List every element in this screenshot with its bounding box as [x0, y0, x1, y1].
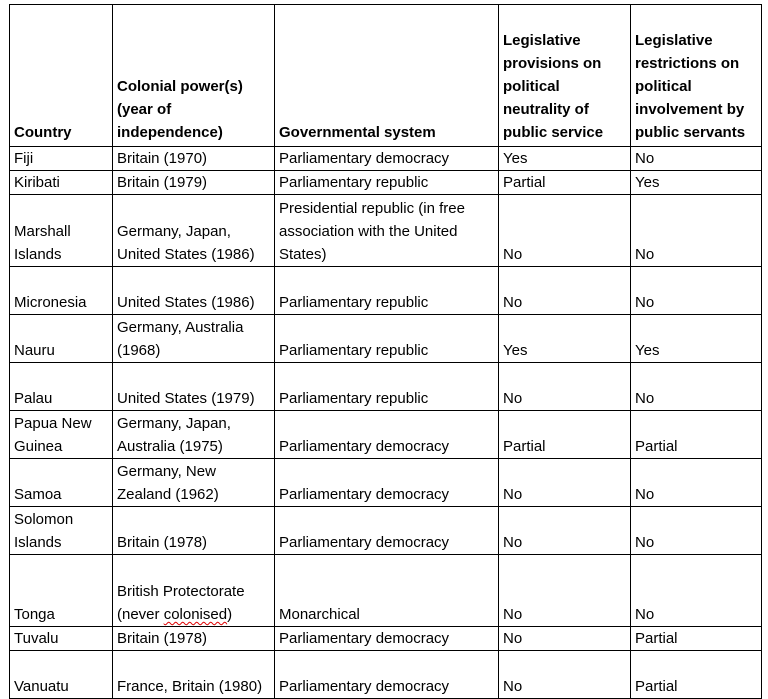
cell-neutrality: No	[499, 459, 631, 507]
cell-government: Presidential republic (in free association with the United States)	[275, 195, 499, 267]
cell-neutrality: No	[499, 363, 631, 411]
cell-government: Parliamentary republic	[275, 171, 499, 195]
cell-country: Fiji	[10, 147, 113, 171]
cell-neutrality: No	[499, 267, 631, 315]
cell-restrictions: No	[631, 267, 762, 315]
cell-country: Tuvalu	[10, 627, 113, 651]
table-row	[10, 651, 762, 699]
cell-neutrality: No	[499, 555, 631, 627]
cell-government: Parliamentary republic	[275, 315, 499, 363]
spellcheck-squiggle: colonised	[163, 606, 228, 623]
header-political-restrictions: Legislative restrictions on political involvement by public servants	[631, 5, 762, 147]
cell-colonial: United States (1979)	[113, 363, 275, 411]
cell-restrictions: Partial	[631, 651, 762, 699]
cell-country: Papua New Guinea	[10, 411, 113, 459]
cell-restrictions: Partial	[631, 627, 762, 651]
table-row	[10, 267, 762, 315]
cell-colonial: Britain (1970)	[113, 147, 275, 171]
table-row	[10, 363, 762, 411]
cell-neutrality: No	[499, 195, 631, 267]
table-row	[10, 195, 762, 267]
cell-restrictions: No	[631, 555, 762, 627]
cell-neutrality: No	[499, 627, 631, 651]
cell-country: Palau	[10, 363, 113, 411]
cell-country: Vanuatu	[10, 651, 113, 699]
cell-restrictions: Yes	[631, 315, 762, 363]
cell-country: Tonga	[10, 555, 113, 627]
cell-country: Samoa	[10, 459, 113, 507]
cell-colonial: Germany, Japan, Australia (1975)	[113, 411, 275, 459]
table-row	[10, 315, 762, 363]
cell-government: Parliamentary democracy	[275, 147, 499, 171]
cell-government: Parliamentary republic	[275, 363, 499, 411]
cell-country: Kiribati	[10, 171, 113, 195]
header-colonial-power: Colonial power(s) (year of independence)	[113, 5, 275, 147]
cell-government: Parliamentary republic	[275, 267, 499, 315]
cell-restrictions: No	[631, 507, 762, 555]
cell-neutrality: Yes	[499, 147, 631, 171]
cell-country: Solomon Islands	[10, 507, 113, 555]
cell-government: Parliamentary democracy	[275, 651, 499, 699]
cell-neutrality: Partial	[499, 411, 631, 459]
cell-colonial	[113, 555, 275, 627]
cell-restrictions: No	[631, 459, 762, 507]
cell-government: Monarchical	[275, 555, 499, 627]
cell-government: Parliamentary democracy	[275, 507, 499, 555]
cell-colonial: Britain (1979)	[113, 171, 275, 195]
table-row	[10, 147, 762, 171]
cell-government: Parliamentary democracy	[275, 459, 499, 507]
header-governmental-system: Governmental system	[275, 5, 499, 147]
cell-country: Nauru	[10, 315, 113, 363]
cell-neutrality: No	[499, 651, 631, 699]
cell-colonial: Britain (1978)	[113, 627, 275, 651]
cell-neutrality: No	[499, 507, 631, 555]
table-row	[10, 507, 762, 555]
table-row	[10, 627, 762, 651]
header-country: Country	[10, 5, 113, 147]
colonial-text: British Protectorate (never colonised)	[117, 583, 245, 623]
table-header-row	[10, 5, 762, 147]
cell-restrictions: No	[631, 363, 762, 411]
cell-colonial: Germany, New Zealand (1962)	[113, 459, 275, 507]
cell-neutrality: Partial	[499, 171, 631, 195]
cell-country: Micronesia	[10, 267, 113, 315]
cell-country: Marshall Islands	[10, 195, 113, 267]
cell-restrictions: No	[631, 195, 762, 267]
cell-restrictions: Partial	[631, 411, 762, 459]
cell-colonial: Germany, Japan, United States (1986)	[113, 195, 275, 267]
cell-colonial: Germany, Australia (1968)	[113, 315, 275, 363]
table-row	[10, 555, 762, 627]
header-political-neutrality: Legislative provisions on political neutrality of public service	[499, 5, 631, 147]
cell-government: Parliamentary democracy	[275, 627, 499, 651]
cell-neutrality: Yes	[499, 315, 631, 363]
pacific-governance-table	[9, 4, 762, 699]
cell-colonial: Britain (1978)	[113, 507, 275, 555]
cell-government: Parliamentary democracy	[275, 411, 499, 459]
cell-colonial: United States (1986)	[113, 267, 275, 315]
table-row	[10, 171, 762, 195]
table-row	[10, 459, 762, 507]
cell-restrictions: Yes	[631, 171, 762, 195]
table-row	[10, 411, 762, 459]
cell-restrictions: No	[631, 147, 762, 171]
cell-colonial: France, Britain (1980)	[113, 651, 275, 699]
